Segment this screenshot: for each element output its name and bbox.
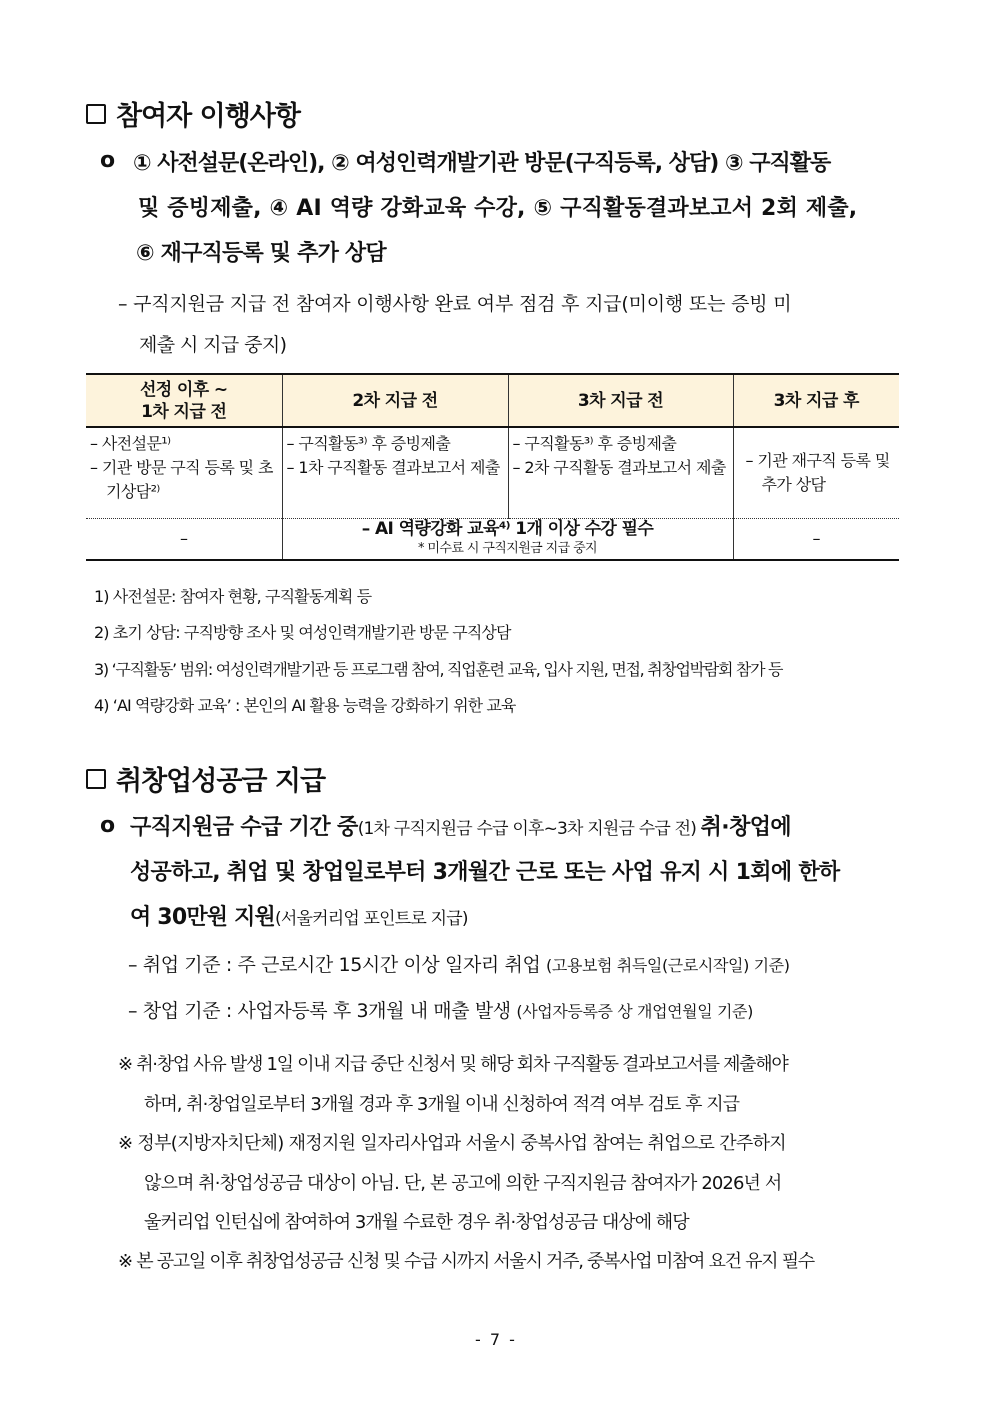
footnote-2: 2) 초기 상담: 구직방향 조사 및 여성인력개발기관 방문 구직상담 (94, 623, 511, 642)
bonus-line-1-paren: (1차 구직지원금 수급 이후~3차 지원금 수급 전) (357, 819, 701, 839)
ai-education-required: – AI 역량강화 교육⁴⁾ 1개 이상 수강 필수 (361, 519, 654, 539)
table-cell: – (733, 519, 899, 561)
cell-item: – 1차 구직활동 결과보고서 제출 (286, 458, 500, 477)
table-cell (508, 427, 733, 519)
checkbox-square-icon (86, 769, 106, 789)
table-header-cell (86, 374, 282, 427)
table-cell (86, 427, 282, 519)
bonus-line-3-bold: 여 30만원 지원 (130, 905, 275, 930)
header-text: 선정 이후 ~ (139, 379, 228, 400)
footnote-1: 1) 사전설문: 참여자 현황, 구직활동계획 등 (94, 587, 372, 606)
header-text: 1차 지급 전 (141, 401, 227, 422)
table-cell (733, 427, 899, 519)
cell-item: – 기관 재구직 등록 및 추가 상담 (745, 451, 890, 494)
note-3-line-1: ※ 본 공고일 이후 취창업성공금 신청 및 수급 시까지 서울시 거주, 중복사업 미참여 요건 유지 필수 (118, 1251, 814, 1272)
duty-sub-line-2: 제출 시 지급 중지) (139, 334, 287, 356)
table-header-cell: 3차 지급 후 (733, 374, 899, 427)
footnote-3: 3) ‘구직활동’ 범위: 여성인력개발기관 등 프로그램 참여, 직업훈련 교육, 입사 지원, 면접, 취창업박람회 참가 등 (94, 660, 783, 679)
page-number: - 7 - (475, 1330, 517, 1349)
employment-criteria (128, 950, 790, 977)
bonus-line-3-paren: (서울커리업 포인트로 지급) (275, 909, 468, 929)
employment-criteria-text: – 취업 기준 : 주 근로시간 15시간 이상 일자리 취업 (128, 954, 547, 976)
cell-item: – 사전설문¹⁾ (90, 434, 171, 453)
note-2-line-3: 울커리업 인턴십에 참여하여 3개월 수료한 경우 취·창업성공금 대상에 해당 (144, 1212, 689, 1233)
table-header-row (86, 374, 899, 427)
bullet-o-icon: o (100, 813, 116, 838)
startup-criteria-note: (사업자등록증 상 개업연월일 기준) (516, 1002, 753, 1021)
duty-line-2: 및 증빙제출, ④ AI 역량 강화교육 수강, ⑤ 구직활동결과보고서 2회 제출, (138, 196, 858, 221)
section-title-text: 취창업성공금 지급 (116, 766, 326, 797)
ai-education-note: * 미수료 시 구직지원금 지급 중지 (417, 541, 598, 556)
section-title-participant-duties (86, 94, 300, 133)
note-1-line-2: 하며, 취·창업일로부터 3개월 경과 후 3개월 이내 신청하여 적격 여부 검토 후 지급 (144, 1094, 740, 1115)
duty-line-1: ① 사전설문(온라인), ② 여성인력개발기관 방문(구직등록, 상담) ③ 구직활동 (133, 151, 831, 176)
checkbox-square-icon (86, 104, 106, 124)
table-row (86, 427, 899, 519)
table-header-cell: 2차 지급 전 (282, 374, 508, 427)
table-header-cell: 3차 지급 전 (508, 374, 733, 427)
table-row (86, 519, 899, 561)
section-title-text: 참여자 이행사항 (116, 101, 300, 132)
cell-item: – 기관 방문 구직 등록 및 초기상담²⁾ (90, 458, 273, 501)
startup-criteria (128, 996, 753, 1023)
footnote-4: 4) ‘AI 역량강화 교육’ : 본인의 AI 활용 능력을 강화하기 위한 교육 (94, 696, 516, 715)
bonus-line-3 (130, 900, 468, 931)
cell-item: – 구직활동³⁾ 후 증빙제출 (286, 434, 451, 453)
note-2-line-1: ※ 정부(지방자치단체) 재정지원 일자리사업과 서울시 중복사업 참여는 취업으로 간주하지 (118, 1133, 786, 1154)
table-cell: – (86, 519, 282, 561)
bonus-line-1 (130, 810, 791, 841)
duty-line-3: ⑥ 재구직등록 및 추가 상담 (136, 241, 386, 266)
bonus-line-1-bold: 구직지원금 수급 기간 중 (130, 815, 358, 840)
note-1-line-1: ※ 취·창업 사유 발생 1일 이내 지급 중단 신청서 및 해당 회차 구직활동 결과보고서를 제출해야 (118, 1054, 788, 1075)
section-title-success-bonus (86, 759, 325, 798)
bonus-line-1-bold-end: 취·창업에 (700, 815, 792, 840)
cell-item: – 2차 구직활동 결과보고서 제출 (512, 458, 726, 477)
cell-item: – 구직활동³⁾ 후 증빙제출 (512, 434, 677, 453)
startup-criteria-text: – 창업 기준 : 사업자등록 후 3개월 내 매출 발생 (128, 1000, 517, 1022)
bullet-o-icon: o (100, 148, 116, 173)
table-cell (282, 427, 508, 519)
duty-sub-line-1: – 구직지원금 지급 전 참여자 이행사항 완료 여부 점검 후 지급(미이행 또는 증빙 미 (118, 293, 792, 315)
payment-schedule-table (86, 373, 899, 561)
bonus-line-2: 성공하고, 취업 및 창업일로부터 3개월간 근로 또는 사업 유지 시 1회에 한하 (130, 860, 840, 885)
table-cell-merged (282, 519, 733, 561)
employment-criteria-note: (고용보험 취득일(근로시작일) 기준) (546, 956, 790, 975)
note-2-line-2: 않으며 취·창업성공금 대상이 아님. 단, 본 공고에 의한 구직지원금 참여자가 2026년 서 (144, 1173, 782, 1194)
